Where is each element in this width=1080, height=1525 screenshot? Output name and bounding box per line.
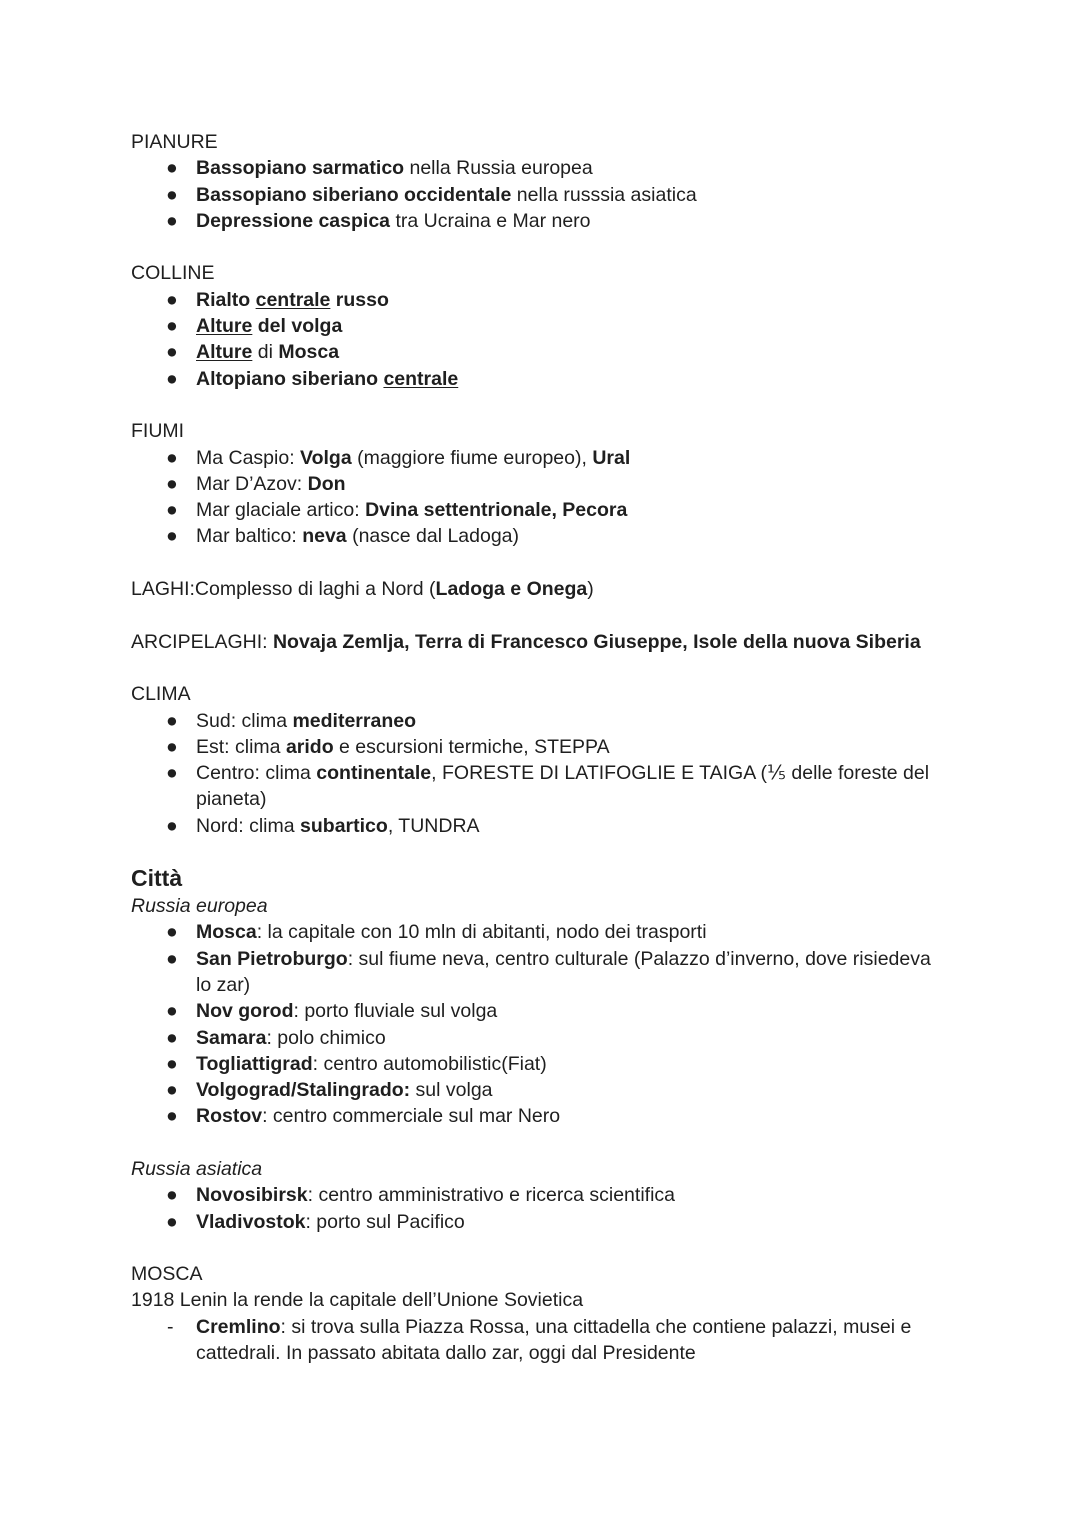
mosca-list xyxy=(131,1314,971,1367)
subheading-russia-europea: Russia europea xyxy=(131,895,268,918)
bullet-icon: ● xyxy=(166,1026,178,1049)
pianure-list xyxy=(131,155,971,234)
list-item: ● Rialto centrale russo xyxy=(131,287,971,313)
arcipelaghi-line: ARCIPELAGHI: Novaja Zemlja, Terra di Francesco Giuseppe, Isole della nuova Siberia xyxy=(131,630,921,653)
list-item: ● Nord: clima subartico, TUNDRA xyxy=(131,813,971,839)
list-item: ● San Pietroburgo: sul fiume neva, centro culturale (Palazzo d’inverno, dove risiedeva lo zar) xyxy=(166,947,931,996)
bullet-icon: ● xyxy=(166,367,178,390)
list-item: ● Samara: polo chimico xyxy=(131,1025,971,1051)
section-heading-pianure: PIANURE xyxy=(131,131,218,153)
bullet-icon: ● xyxy=(166,1184,178,1207)
bullet-icon: ● xyxy=(166,814,178,837)
bullet-icon: ● xyxy=(166,921,178,944)
bullet-icon: ● xyxy=(166,288,178,311)
clima-list xyxy=(131,708,971,839)
bullet-icon: ● xyxy=(166,947,178,970)
list-item: ● Sud: clima mediterraneo xyxy=(131,708,971,734)
bullet-icon: ● xyxy=(166,209,178,232)
list-item: ● Togliattigrad: centro automobilistic(Fiat) xyxy=(131,1051,971,1077)
bullet-icon: ● xyxy=(166,735,178,758)
list-item: ● Volgograd/Stalingrado: sul volga xyxy=(131,1077,971,1103)
bullet-icon: ● xyxy=(166,1079,178,1102)
laghi-line: LAGHI:Complesso di laghi a Nord (Ladoga e Onega) xyxy=(131,578,594,601)
section-heading-fiumi: FIUMI xyxy=(131,420,185,443)
colline-list xyxy=(131,287,971,392)
list-item: ● Mar D’Azov: Don xyxy=(131,471,971,497)
list-item: ● Centro: clima continentale, FORESTE DI LATIFOGLIE E TAIGA (⅕ delle foreste del pianeta) xyxy=(166,762,930,811)
bullet-icon: ● xyxy=(166,1052,178,1075)
list-item: ● Depressione caspica tra Ucraina e Mar nero xyxy=(131,208,971,234)
bullet-icon: ● xyxy=(166,315,178,338)
list-item: ● Alture del volga xyxy=(131,313,971,339)
list-item: ● Bassopiano siberiano occidentale nella russsia asiatica xyxy=(131,182,971,208)
bullet-icon: ● xyxy=(166,183,178,206)
bullet-icon: ● xyxy=(166,525,178,548)
list-item: ● Vladivostok: porto sul Pacifico xyxy=(131,1209,971,1235)
bullet-icon: ● xyxy=(166,762,178,785)
section-heading-clima: CLIMA xyxy=(131,683,191,706)
bullet-icon: ● xyxy=(166,341,178,364)
fiumi-list xyxy=(131,445,971,550)
list-item: ● Rostov: centro commerciale sul mar Nero xyxy=(131,1103,971,1129)
list-item: ● Ma Caspio: Volga (maggiore fiume europeo), Ural xyxy=(131,445,971,471)
bullet-icon: ● xyxy=(166,157,178,180)
bullet-icon: ● xyxy=(166,709,178,732)
bullet-icon: ● xyxy=(166,499,178,522)
list-item: ● Nov gorod: porto fluviale sul volga xyxy=(131,998,971,1024)
bullet-icon: ● xyxy=(166,1105,178,1128)
section-heading-colline: COLLINE xyxy=(131,262,215,285)
section-heading-mosca: MOSCA xyxy=(131,1263,203,1286)
list-item: ● Mosca: la capitale con 10 mln di abitanti, nodo dei trasporti xyxy=(131,919,971,945)
section-title-citta: Città xyxy=(131,865,183,892)
mosca-intro: 1918 Lenin la rende la capitale dell’Unione Sovietica xyxy=(131,1289,584,1312)
list-item: ● Alture di Mosca xyxy=(131,339,971,365)
citta-asiatica-list xyxy=(131,1182,971,1235)
list-item: ● Est: clima arido e escursioni termiche, STEPPA xyxy=(131,734,971,760)
bullet-icon: ● xyxy=(166,446,178,469)
list-item: ● Mar baltico: neva (nasce dal Ladoga) xyxy=(131,523,971,549)
list-item: - Cremlino: si trova sulla Piazza Rossa, una cittadella che contiene palazzi, musei e cattedrali. In passato abitata dallo zar, oggi dal Presidente xyxy=(167,1315,912,1365)
bullet-icon: ● xyxy=(166,1210,178,1233)
dash-icon: - xyxy=(167,1315,174,1338)
list-item: ● Bassopiano sarmatico nella Russia europea xyxy=(131,155,971,181)
bullet-icon: ● xyxy=(166,472,178,495)
subheading-russia-asiatica: Russia asiatica xyxy=(131,1157,263,1180)
document-page xyxy=(131,129,971,1366)
bullet-icon: ● xyxy=(166,1000,178,1023)
list-item: ● Mar glaciale artico: Dvina settentrionale, Pecora xyxy=(131,497,971,523)
list-item: ● Altopiano siberiano centrale xyxy=(131,366,971,392)
citta-europea-list xyxy=(131,919,971,1129)
list-item: ● Novosibirsk: centro amministrativo e ricerca scientifica xyxy=(131,1182,971,1208)
